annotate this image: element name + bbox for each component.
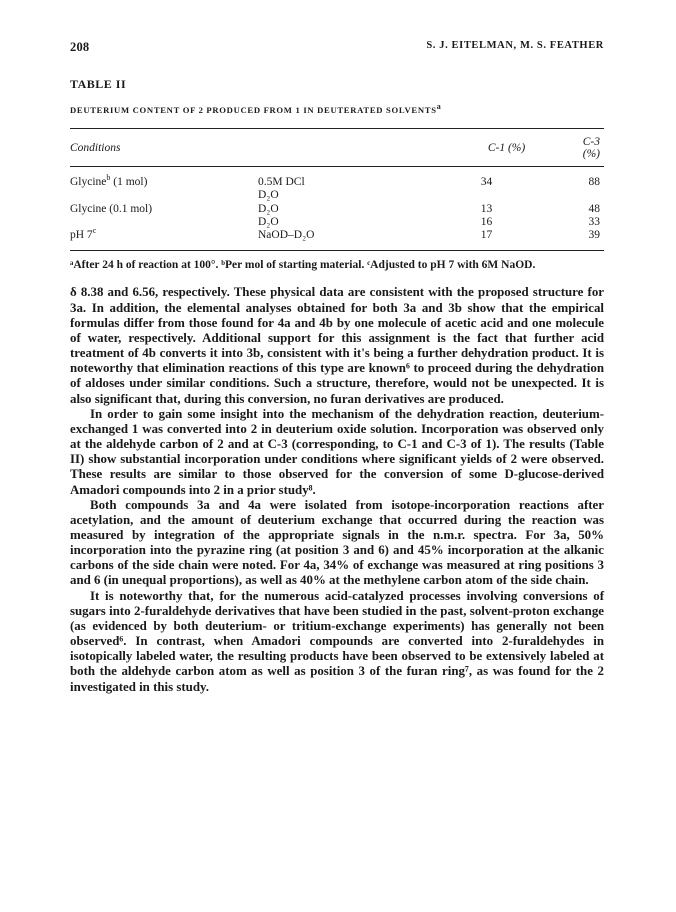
footnote-mark: b xyxy=(106,173,111,183)
table-row xyxy=(70,167,604,188)
table-cell: D₂O xyxy=(258,189,279,202)
column-header-solvent xyxy=(258,129,407,167)
footnote-mark: c xyxy=(92,226,97,236)
table-cell: 33 xyxy=(588,215,600,228)
paragraph: δ 8.38 and 6.56, respectively. These physical data are consistent with the proposed structure for 3a. In addition, the elemental analyses obtained for both 3a and 3b show that the empirical formulas differ from those found for 4a and 4b by one molecule of acetic acid and one molecule of water, respectively. Additional support for this assignment is the fact that further acid treatment of 4b converts it into 3b, consistent with it's being a further dehydration product. It is noteworthy that elimination reactions of this type are known⁶ to proceed during the dehydration of aldoses under similar conditions. Such a structure, therefore, would not be unexpected. It is also significant that, during this conversion, no furan derivatives are produced. xyxy=(70,285,604,406)
column-header-c3: C-3 (%) xyxy=(582,136,600,160)
table-cell xyxy=(70,228,258,250)
journal-page xyxy=(70,40,604,695)
table-row xyxy=(70,202,604,215)
page-header xyxy=(70,40,604,55)
paragraph: In order to gain some insight into the mechanism of the dehydration reaction, deuterium-exchanged 1 was converted into 2 in deuterium oxide solution. Incorporation was observed only at the aldehyde carbon of 2 and at C-3 (corresponding, to C-1 and C-3 of 1). The results (Table II) show substantial incorporation under conditions where significant yields of 2 were observed. These results are similar to those observed for the conversion of some D-glucose-derived Amadori compounds into 2 in a prior study⁸. xyxy=(70,406,604,497)
cell-text: (1 mol) xyxy=(110,176,148,188)
table-title: TABLE II xyxy=(70,77,127,91)
column-header-c1: C-1 (%) xyxy=(487,142,526,154)
table-cell: D₂O xyxy=(258,215,279,228)
table-cell: NaOD–D₂O xyxy=(258,229,315,242)
caption-footnote-mark: a xyxy=(436,102,442,112)
table-cell xyxy=(566,188,604,201)
column-header-conditions: Conditions xyxy=(70,142,121,154)
table-footnote: ᵃAfter 24 h of reaction at 100°. ᵇPer mol of starting material. ᶜAdjusted to pH 7 with 6M NaOD. xyxy=(70,259,536,272)
table-bottom-rule xyxy=(70,250,604,251)
table-cell: 16 xyxy=(480,215,493,228)
table-cell: 48 xyxy=(588,202,600,215)
table-cell xyxy=(407,188,566,201)
table-caption-text: DEUTERIUM CONTENT OF 2 PRODUCED FROM 1 IN DEUTERATED SOLVENTS xyxy=(70,105,437,115)
table-cell xyxy=(70,167,258,188)
table-header-row xyxy=(70,129,604,167)
table-cell: 17 xyxy=(480,229,493,242)
table-cell: 13 xyxy=(480,202,493,215)
table-cell: D₂O xyxy=(258,202,279,215)
table-cell: 34 xyxy=(480,176,493,188)
table-cell: 0.5M DCl xyxy=(258,176,305,188)
table-cell: 39 xyxy=(588,229,600,242)
table-cell xyxy=(70,215,258,228)
table-cell xyxy=(70,188,258,201)
table-caption xyxy=(70,102,604,115)
table-cell: Glycine (0.1 mol) xyxy=(70,202,153,215)
cell-text: Glycine xyxy=(70,176,107,188)
table-row xyxy=(70,188,604,201)
deuterium-table xyxy=(70,129,604,250)
body-text xyxy=(70,285,604,694)
paragraph: It is noteworthy that, for the numerous acid-catalyzed processes involving conversions of sugars into 2-furaldehyde derivatives that have been studied in the past, solvent-proton exchange (as evidenced by both deuterium- or tritium-exchange experiments) has generally not been observed⁶. In contrast, when Amadori compounds are converted into 2-furaldehydes in isotopically labeled water, the resulting products have been observed to be extensively labeled at both the aldehyde carbon atom as well as position 3 of the furan ring⁷, as was found for the 2 investigated in this study. xyxy=(70,588,604,694)
page-number: 208 xyxy=(70,40,90,54)
table-row xyxy=(70,228,604,250)
table-row xyxy=(70,215,604,228)
paragraph: Both compounds 3a and 4a were isolated from isotope-incorporation reactions after acetylation, and the amount of deuterium exchange that occurred during the reaction was measured by integration of the appropriate signals in the n.m.r. spectra. For 3a, 50% incorporation into the pyrazine ring (at position 3 and 6) and 45% incorporation at the alkanic carbons of the side chain were noted. For 4a, 34% of exchange was measured at ring positions 3 and 6 (in unequal proportions), as well as 40% at the methylene carbon atom of the side chain. xyxy=(70,497,604,588)
running-head: S. J. EITELMAN, M. S. FEATHER xyxy=(426,40,604,51)
cell-text: pH 7 xyxy=(70,229,93,242)
table-cell: 88 xyxy=(588,176,600,188)
